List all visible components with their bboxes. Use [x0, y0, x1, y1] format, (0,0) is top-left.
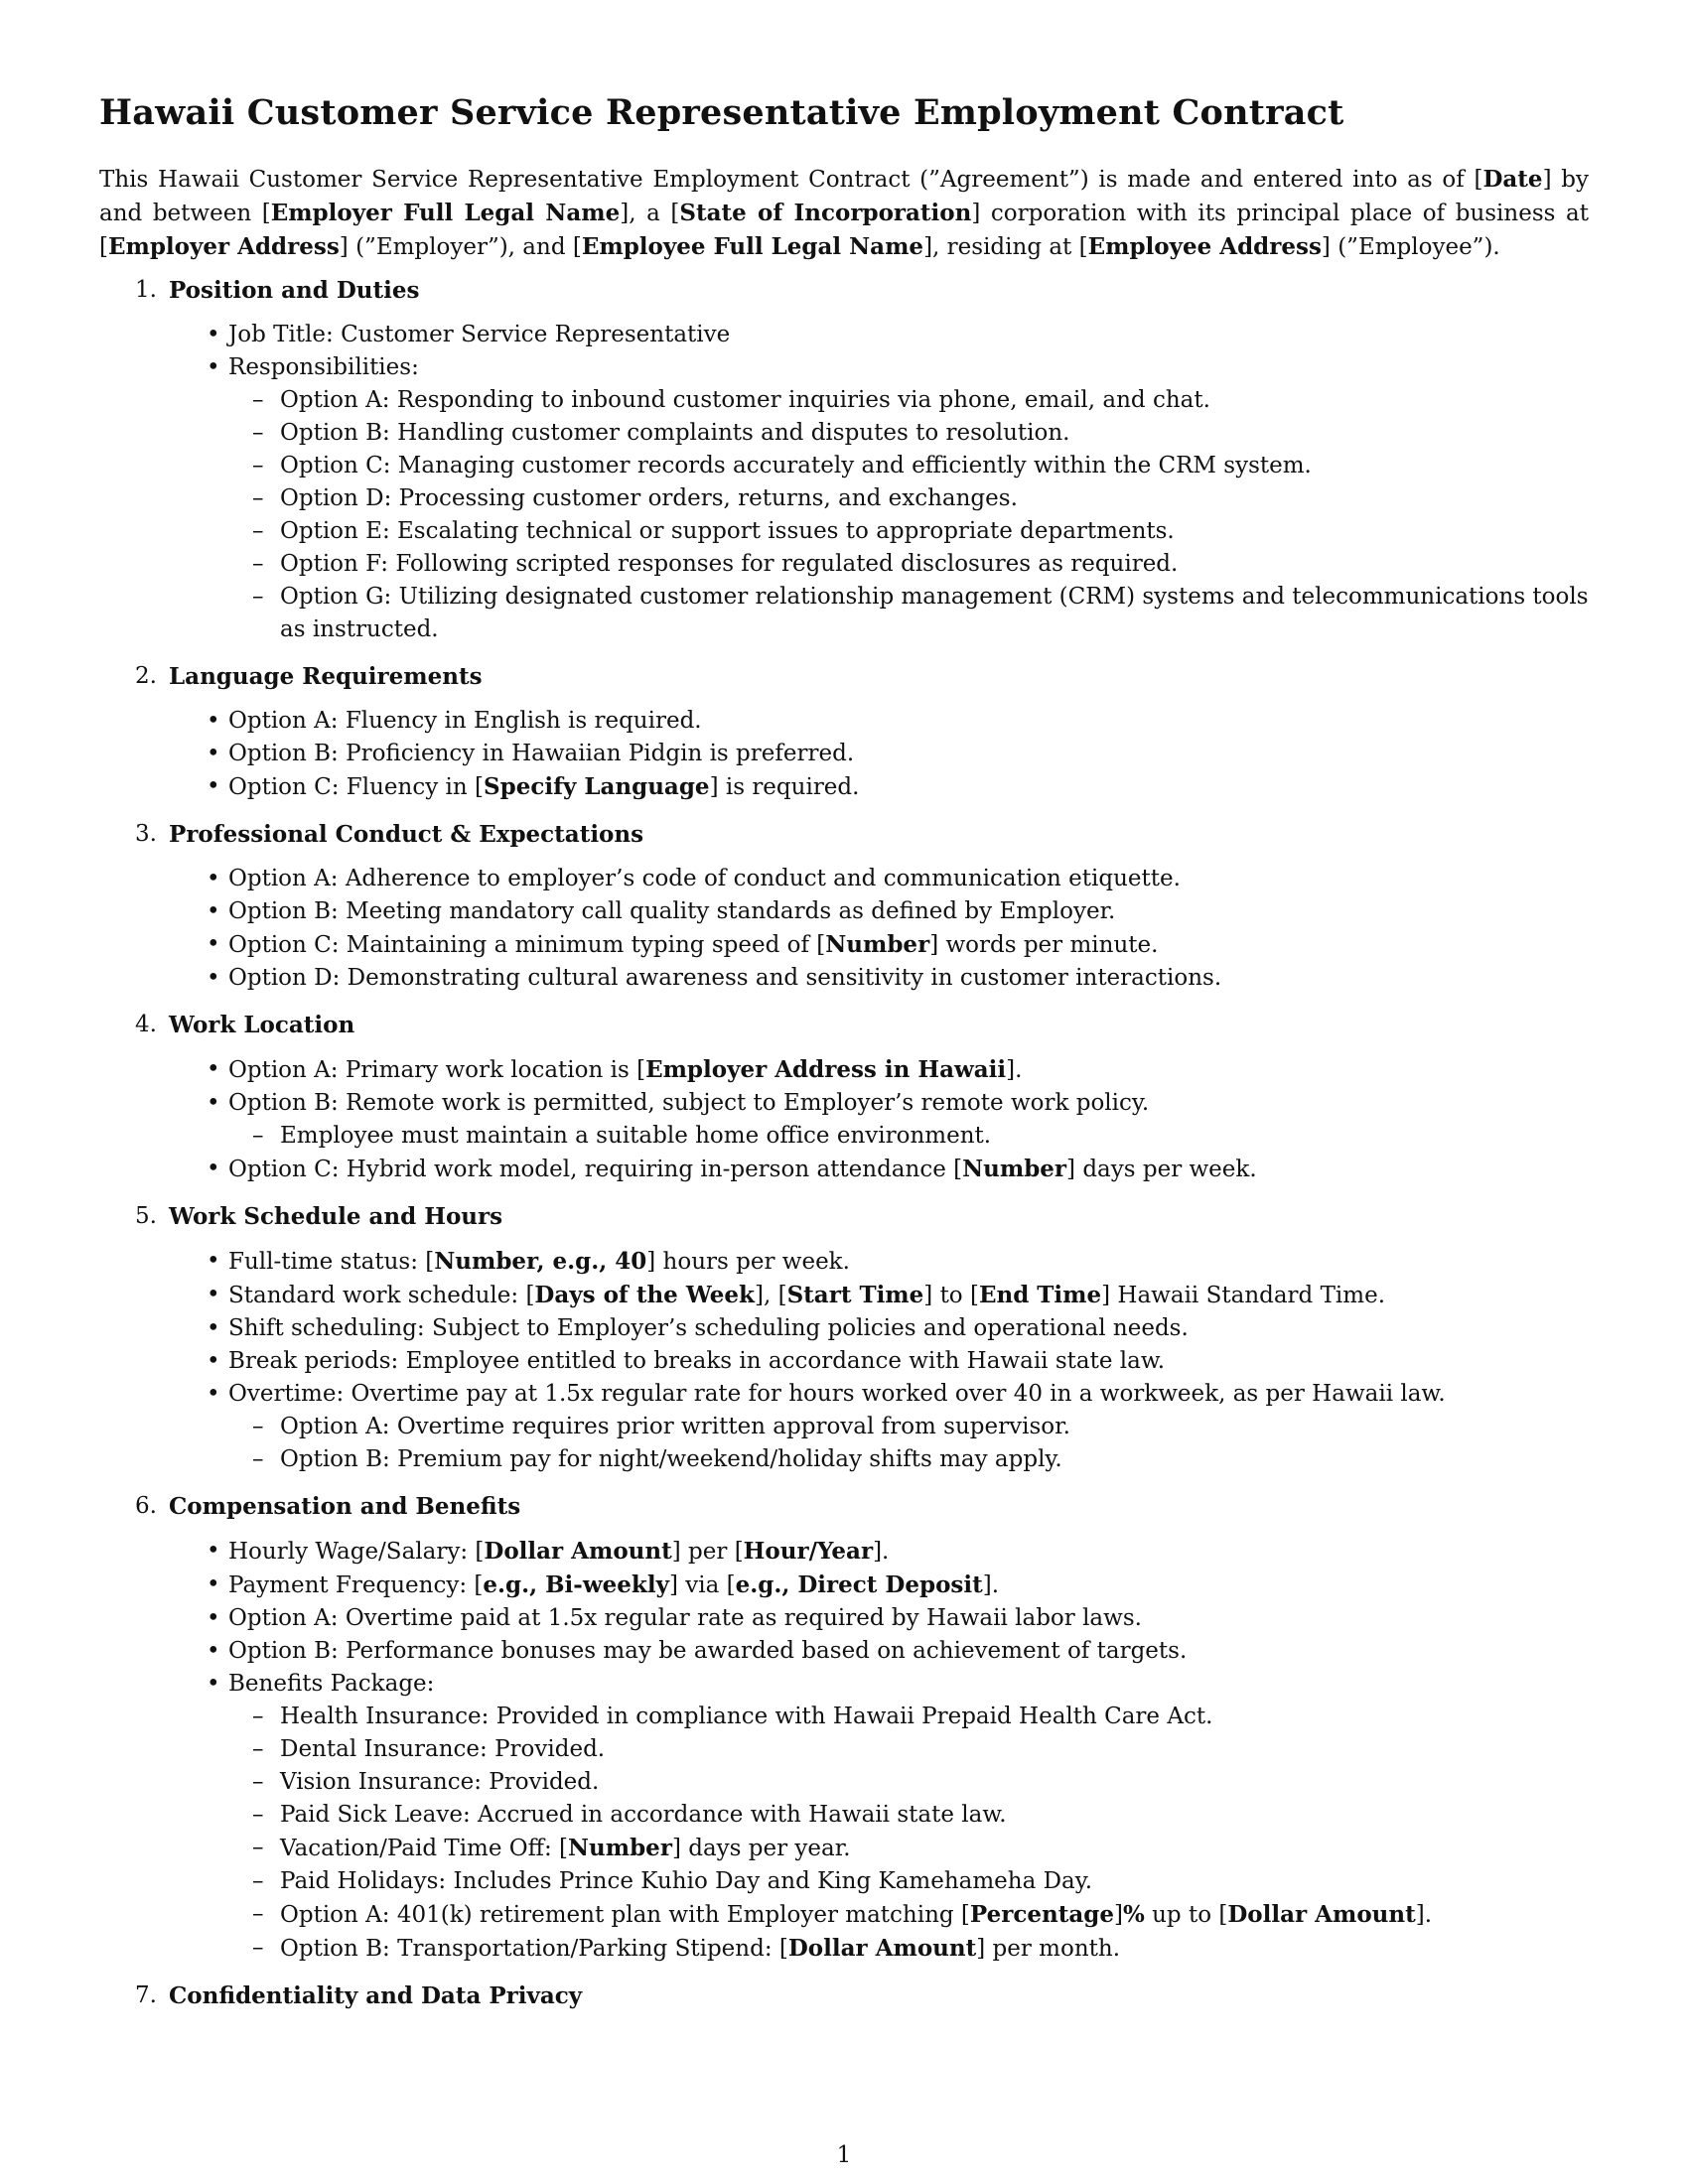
item-list: [99, 319, 1589, 646]
contract-document: [99, 91, 1589, 2026]
text-run: Health Insurance: Provided in compliance with Hawaii Prepaid Health Care Act.: [280, 1704, 1213, 1729]
sub-list-item: [280, 1865, 1589, 1898]
sub-list-item: [280, 384, 1589, 417]
sub-item-list: [228, 1120, 1589, 1153]
text-run: ].: [1006, 1057, 1023, 1083]
sub-list-item: [280, 1932, 1589, 1966]
list-item: [228, 1087, 1589, 1153]
sub-item-list: [228, 384, 1589, 646]
list-item: [228, 1668, 1589, 1966]
list-item: [228, 1312, 1589, 1345]
text-run: ] via [: [668, 1572, 736, 1598]
list-item: [228, 863, 1589, 895]
placeholder-field: Number: [962, 1156, 1067, 1182]
section-heading: [99, 1490, 1589, 1523]
text-run: ].: [1415, 1902, 1433, 1928]
text-run: ] per month.: [976, 1936, 1121, 1962]
text-run: ] (”Employer”), and [: [339, 234, 582, 260]
list-item: [228, 1635, 1589, 1668]
list-item: [228, 1279, 1589, 1312]
section-compensation-and-benefits: [99, 1490, 1589, 1966]
section-heading: [99, 1979, 1589, 2012]
text-run: Overtime: Overtime pay at 1.5x regular rate for hours worked over 40 in a workweek, as per Hawaii law.: [228, 1381, 1446, 1407]
list-item: [228, 928, 1589, 962]
section-number: 7.: [135, 1982, 157, 2008]
intro-paragraph: [99, 163, 1589, 264]
list-item: [228, 1245, 1589, 1279]
text-run: Vision Insurance: Provided.: [280, 1769, 600, 1795]
placeholder-field: End Time: [978, 1282, 1102, 1308]
text-run: Option B: Meeting mandatory call quality standards as defined by Employer.: [228, 898, 1116, 924]
document-title: Hawaii Customer Service Representative Employment Contract: [99, 92, 1344, 133]
sub-list-item: [280, 1898, 1589, 1932]
placeholder-field: Dollar Amount: [484, 1538, 672, 1565]
list-item: [228, 1569, 1589, 1602]
section-confidentiality-and-data-privacy: [99, 1979, 1589, 2012]
placeholder-field: Percentage: [969, 1901, 1114, 1928]
section-professional-conduct-and-expectations: [99, 818, 1589, 995]
text-run: Option B: Proficiency in Hawaiian Pidgin is preferred.: [228, 741, 855, 766]
section-number: 1.: [135, 277, 157, 303]
list-item: [228, 319, 1589, 351]
section-heading: [99, 1200, 1589, 1233]
placeholder-field: Number: [825, 931, 930, 958]
list-item: [228, 1053, 1589, 1087]
text-run: ]: [1113, 1902, 1123, 1928]
text-run: ] Hawaii Standard Time.: [1101, 1283, 1386, 1308]
text-run: Option B: Handling customer complaints and disputes to resolution.: [280, 420, 1070, 446]
text-run: ].: [873, 1539, 890, 1565]
list-item: [228, 770, 1589, 804]
sub-list-item: [280, 1832, 1589, 1865]
placeholder-field: Number: [568, 1835, 672, 1861]
placeholder-field: Number, e.g., 40: [434, 1248, 647, 1275]
text-run: Option B: Transportation/Parking Stipend: [: [280, 1936, 788, 1962]
placeholder-field: Employer Address: [107, 233, 340, 260]
text-run: Option A: Primary work location is [: [228, 1057, 646, 1083]
text-run: ] corporation with its principal place of business at [: [99, 201, 1589, 260]
section-heading: [99, 1009, 1589, 1041]
text-run: ] is required.: [709, 774, 860, 800]
list-item: [228, 895, 1589, 928]
section-title: Confidentiality and Data Privacy: [169, 1982, 583, 2009]
text-run: Option A: Fluency in English is required.: [228, 708, 702, 734]
sub-list-item: [280, 1766, 1589, 1799]
text-run: ] days per year.: [671, 1836, 851, 1861]
text-run: Shift scheduling: Subject to Employer’s scheduling policies and operational needs.: [228, 1315, 1189, 1341]
section-number: 5.: [135, 1203, 157, 1229]
text-run: Option B: Premium pay for night/weekend/holiday shifts may apply.: [280, 1446, 1062, 1472]
placeholder-field: Employer Address in Hawaii: [645, 1056, 1007, 1083]
list-item: [228, 351, 1589, 646]
text-run: Option B: Remote work is permitted, subject to Employer’s remote work policy.: [228, 1090, 1150, 1116]
item-list: [99, 1245, 1589, 1476]
placeholder-field: Days of the Week: [534, 1282, 755, 1308]
section-title: Compensation and Benefits: [169, 1493, 521, 1520]
section-number: 4.: [135, 1012, 157, 1037]
placeholder-field: Employee Address: [1087, 233, 1322, 260]
text-run: Paid Sick Leave: Accrued in accordance with Hawaii state law.: [280, 1802, 1007, 1828]
section-number: 6.: [135, 1493, 157, 1519]
text-run: Job Title: Customer Service Representative: [228, 322, 731, 347]
text-run: Paid Holidays: Includes Prince Kuhio Day and King Kamehameha Day.: [280, 1868, 1093, 1894]
sub-list-item: [280, 417, 1589, 450]
text-run: Option A: 401(k) retirement plan with Employer matching [: [280, 1902, 970, 1928]
text-run: Option A: Adherence to employer’s code of conduct and communication etiquette.: [228, 866, 1181, 891]
section-heading: [99, 274, 1589, 307]
sub-list-item: [280, 581, 1589, 646]
list-item: [228, 1602, 1589, 1635]
text-run: Responsibilities:: [228, 354, 419, 380]
placeholder-field: Dollar Amount: [787, 1935, 977, 1962]
text-run: Option G: Utilizing designated customer relationship management (CRM) systems and telecommunications tools as instructed.: [280, 584, 1589, 642]
text-run: ], a [: [620, 201, 680, 226]
section-work-location: [99, 1009, 1589, 1186]
sub-list-item: [280, 450, 1589, 482]
list-item: [228, 738, 1589, 770]
section-heading: [99, 660, 1589, 693]
sub-list-item: [280, 1799, 1589, 1832]
item-list: [99, 705, 1589, 804]
section-language-requirements: [99, 660, 1589, 804]
text-run: Option A: Responding to inbound customer inquiries via phone, email, and chat.: [280, 387, 1210, 413]
text-run: Benefits Package:: [228, 1671, 435, 1697]
text-run: Option D: Demonstrating cultural awareness and sensitivity in customer interactions.: [228, 965, 1222, 991]
sub-list-item: [280, 1411, 1589, 1443]
item-list: [99, 1535, 1589, 1966]
list-item: [228, 1535, 1589, 1569]
list-item: [228, 1153, 1589, 1186]
text-run: Option D: Processing customer orders, returns, and exchanges.: [280, 485, 1018, 511]
text-run: Option A: Overtime requires prior written approval from supervisor.: [280, 1414, 1070, 1439]
text-run: ].: [982, 1572, 1000, 1598]
text-run: up to [: [1144, 1902, 1228, 1928]
sub-list-item: [280, 1733, 1589, 1766]
sub-item-list: [228, 1701, 1589, 1966]
text-run: Option C: Fluency in [: [228, 774, 484, 800]
placeholder-field: Start Time: [786, 1282, 924, 1308]
list-item: [228, 705, 1589, 738]
page-number: 1: [836, 2142, 852, 2168]
sub-list-item: [280, 1120, 1589, 1153]
section-heading: [99, 818, 1589, 851]
text-run: ] per [: [671, 1539, 744, 1565]
text-run: Option A: Overtime paid at 1.5x regular rate as required by Hawaii labor laws.: [228, 1605, 1142, 1631]
text-run: Break periods: Employee entitled to breaks in accordance with Hawaii state law.: [228, 1348, 1166, 1374]
section-title: Work Schedule and Hours: [169, 1203, 503, 1230]
text-run: Payment Frequency: [: [228, 1572, 484, 1598]
section-number: 3.: [135, 821, 157, 847]
sub-list-item: [280, 1701, 1589, 1733]
text-run: Full-time status: [: [228, 1249, 435, 1275]
item-list: [99, 863, 1589, 995]
placeholder-field: Dollar Amount: [1227, 1901, 1416, 1928]
text-run: ] to [: [923, 1283, 979, 1308]
placeholder-field: e.g., Direct Deposit: [735, 1571, 983, 1598]
text-run: Option F: Following scripted responses for regulated disclosures as required.: [280, 551, 1179, 577]
placeholder-field: %: [1122, 1901, 1145, 1928]
list-item: [228, 1345, 1589, 1378]
list-item: [228, 1378, 1589, 1476]
text-run: This Hawaii Customer Service Representative Employment Contract (”Agreement”) is made and entered into as of [: [99, 167, 1483, 193]
text-run: ] (”Employee”).: [1321, 234, 1500, 260]
section-title: Professional Conduct & Expectations: [169, 821, 644, 848]
placeholder-field: State of Incorporation: [679, 200, 972, 226]
text-run: Option B: Performance bonuses may be awarded based on achievement of targets.: [228, 1638, 1188, 1664]
placeholder-field: Specify Language: [484, 773, 710, 800]
placeholder-field: Employer Full Legal Name: [270, 200, 621, 226]
text-run: Option C: Maintaining a minimum typing speed of [: [228, 932, 826, 958]
item-list: [99, 1053, 1589, 1186]
section-list: [99, 274, 1589, 2012]
text-run: Hourly Wage/Salary: [: [228, 1539, 485, 1565]
section-position-and-duties: [99, 274, 1589, 646]
sub-item-list: [228, 1411, 1589, 1476]
placeholder-field: Hour/Year: [743, 1538, 874, 1565]
text-run: ] hours per week.: [646, 1249, 850, 1275]
sub-list-item: [280, 482, 1589, 515]
text-run: ] days per week.: [1066, 1157, 1257, 1182]
section-title: Work Location: [169, 1012, 355, 1038]
text-run: ], [: [754, 1283, 787, 1308]
text-run: ] by and between [: [99, 167, 1589, 226]
sub-list-item: [280, 1443, 1589, 1476]
text-run: ] words per minute.: [929, 932, 1159, 958]
section-title: Language Requirements: [169, 663, 483, 690]
sub-list-item: [280, 548, 1589, 581]
text-run: Dental Insurance: Provided.: [280, 1736, 606, 1762]
placeholder-field: Employee Full Legal Name: [581, 233, 924, 260]
section-title: Position and Duties: [169, 277, 420, 304]
text-run: Vacation/Paid Time Off: [: [280, 1836, 569, 1861]
section-work-schedule-and-hours: [99, 1200, 1589, 1476]
placeholder-field: e.g., Bi-weekly: [483, 1571, 669, 1598]
placeholder-field: Date: [1482, 166, 1543, 193]
text-run: Standard work schedule: [: [228, 1283, 535, 1308]
text-run: Option C: Managing customer records accurately and efficiently within the CRM system.: [280, 453, 1312, 478]
sub-list-item: [280, 515, 1589, 548]
text-run: Employee must maintain a suitable home office environment.: [280, 1123, 992, 1149]
text-run: Option C: Hybrid work model, requiring in-person attendance [: [228, 1157, 963, 1182]
text-run: ], residing at [: [923, 234, 1088, 260]
text-run: Option E: Escalating technical or support issues to appropriate departments.: [280, 518, 1175, 544]
list-item: [228, 962, 1589, 995]
section-number: 2.: [135, 663, 157, 689]
